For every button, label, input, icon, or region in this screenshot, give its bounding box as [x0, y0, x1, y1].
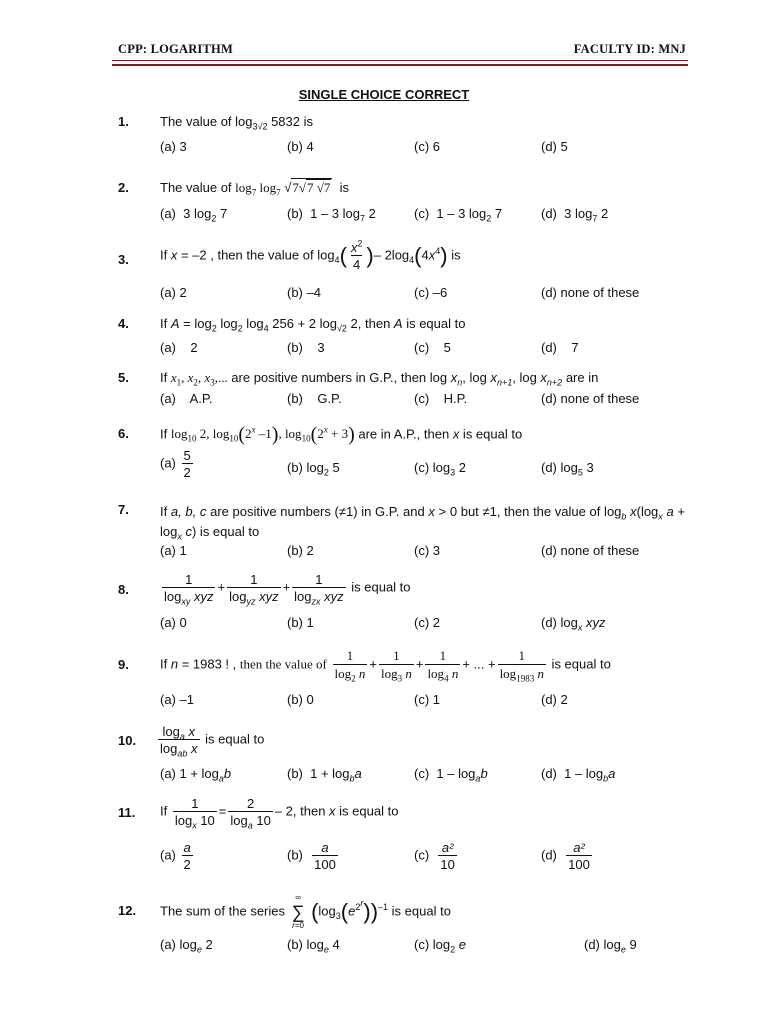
- option-b[interactable]: (b) 1: [287, 615, 314, 630]
- option-b[interactable]: (b) 3: [287, 340, 325, 355]
- option-d[interactable]: (d) none of these: [541, 391, 640, 406]
- option-c[interactable]: (c) 5: [414, 340, 451, 355]
- option-d[interactable]: (d) 7: [541, 340, 579, 355]
- question-number: 6.: [118, 426, 129, 441]
- question-number: 4.: [118, 316, 129, 331]
- question-number: 7.: [118, 502, 129, 517]
- option-a[interactable]: (a) A.P.: [160, 391, 213, 406]
- option-d[interactable]: (d) $\log_5 3$: [541, 460, 594, 478]
- option-b[interactable]: (b) 2: [287, 543, 314, 558]
- question-number: 9.: [118, 657, 129, 672]
- header-rule-thick: [112, 64, 688, 66]
- option-c[interactable]: (c) $\log_3 2$: [414, 460, 466, 478]
- header-rule-thin: [112, 60, 688, 61]
- question-stem: If $x_1$, $x_2$, $x_3$,... are positive numbers in G.P., then $\log x_n$, $\log x_{n+1}$, $\log x_{n+2}$ are in: [160, 370, 599, 388]
- option-d[interactable]: (d) 2: [541, 692, 568, 707]
- option-a[interactable]: (a) $1 + \log_ab$: [160, 766, 232, 784]
- option-a[interactable]: (a) 1: [160, 543, 187, 558]
- option-c[interactable]: (c) 6: [414, 139, 440, 154]
- option-b[interactable]: (b) $\log_2 5$: [287, 460, 340, 478]
- option-a[interactable]: (a) $\log_e 2$: [160, 937, 213, 955]
- option-c[interactable]: (c) 3: [414, 543, 440, 558]
- question-stem: $\frac{\log_a x}{\log_{ab} x}$ is equal to: [160, 724, 265, 759]
- option-a[interactable]: (a) 2: [160, 285, 187, 300]
- option-d[interactable]: (d) $\frac{\text{a²}}{100}$: [541, 840, 590, 872]
- option-b[interactable]: (b) $1 + \log_ba$: [287, 766, 362, 784]
- option-c[interactable]: (c) $\frac{\text{a²}}{10}$: [414, 840, 455, 872]
- question-stem: If $A = \log_2 \log_2 \log_4 256 + 2$ $\log_{√2} 2$, then A is equal to: [160, 316, 466, 334]
- option-a[interactable]: (a) 3 $\log_2 7$: [160, 206, 228, 224]
- question-stem: If $\frac{1}{\log_x 10}$ = $\frac{2}{\log_a 10}$ – 2, then x is equal to: [160, 796, 399, 831]
- option-a[interactable]: (a) 0: [160, 615, 187, 630]
- option-c[interactable]: (c) $1 - \log_ab$: [414, 766, 488, 784]
- question-stem: The value of $\log_7 \log_7 √7√7$ √7 is: [160, 180, 350, 198]
- option-c[interactable]: (c) –6: [414, 285, 448, 300]
- option-c[interactable]: (c) $\log_2 e$: [414, 937, 466, 955]
- option-b[interactable]: (b) –4: [287, 285, 321, 300]
- question-number: 10.: [118, 733, 137, 748]
- question-stem: $\frac{1}{\log_{xy} xyz}$ + $\frac{1}{\log_{yz} xyz}$ + $\frac{1}{\log_{zx} xyz}$ is equal to: [164, 572, 411, 607]
- question-stem: If $\log_{10} 2$, $\log_{10}(2^x$ –1), $\log_{10}(2^x + 3)$ are in A.P., then x is equal to: [160, 424, 523, 446]
- option-a[interactable]: (a) 2: [160, 340, 198, 355]
- option-d[interactable]: (d) 5: [541, 139, 568, 154]
- option-c[interactable]: (c) 1: [414, 692, 440, 707]
- option-b[interactable]: (b) $\log_e 4$: [287, 937, 340, 955]
- question-stem: The sum of the series ∞ ∑ r=0 $(\log_3(e^{2^r}))^{-1}$ is equal to: [160, 893, 451, 930]
- header-title: CPP: LOGARITHM: [118, 42, 233, 56]
- question-number: 12.: [118, 903, 137, 918]
- option-a[interactable]: (a) $\frac{a}{2}$: [160, 840, 191, 872]
- question-number: 1.: [118, 114, 129, 129]
- option-b[interactable]: (b) 0: [287, 692, 314, 707]
- option-d[interactable]: (d) 3 $\log_7 2$: [541, 206, 609, 224]
- option-d[interactable]: (d) $\log_e 9$: [584, 937, 637, 955]
- option-c[interactable]: (c) 2: [414, 615, 440, 630]
- question-number: 3.: [118, 252, 129, 267]
- question-number: 2.: [118, 180, 129, 195]
- option-b[interactable]: (b) G.P.: [287, 391, 342, 406]
- option-c[interactable]: (c) H.P.: [414, 391, 468, 406]
- question-stem: If x = –2 , then the value of $\log_4$( $\frac{x^2}{4}$ )– $2\log_4(4x^4)$ is: [160, 238, 461, 272]
- option-a[interactable]: (a) 3: [160, 139, 187, 154]
- section-title: SINGLE CHOICE CORRECT: [298, 87, 470, 102]
- sigma-symbol: ∞ ∑ r=0: [291, 893, 305, 930]
- question-stem: If n = 1983 ! , then the value of $\frac{1}{\log_2 n}$ + $\frac{1}{\log_3 n}$ + $\frac{1}{\log_4 n}$ + ... + $\frac{1}{\log_{1983} n}$ is equal to: [160, 648, 611, 684]
- option-a[interactable]: (a) –1: [160, 692, 194, 707]
- faculty-id: FACULTY ID: MNJ: [573, 42, 686, 56]
- question-number: 5.: [118, 370, 129, 385]
- option-d[interactable]: (d) none of these: [541, 543, 640, 558]
- question-stem: The value of $\log_{3√2} 5832$ is: [160, 114, 314, 132]
- question-number: 11.: [118, 805, 136, 820]
- option-d[interactable]: (d) $1 - \log_ba$: [541, 766, 616, 784]
- option-a[interactable]: (a) $\frac{5}{2}$: [160, 448, 191, 480]
- option-b[interactable]: (b) $\frac{a}{100}$: [287, 840, 336, 872]
- option-b[interactable]: (b) 4: [287, 139, 314, 154]
- option-c[interactable]: (c) 1 – 3 $\log_2 7$: [414, 206, 503, 224]
- question-stem: If a, b, c are positive numbers (≠1) in G.P. and x > 0 but ≠1, then the value of $\log_b x(\log_x$ $a + \log_x c$) is equal to: [160, 504, 685, 542]
- question-number: 8.: [118, 582, 129, 597]
- option-b[interactable]: (b) 1 – 3 $\log_7 2$: [287, 206, 376, 224]
- option-d[interactable]: (d) $\log_x$ xyz: [541, 615, 606, 633]
- option-d[interactable]: (d) none of these: [541, 285, 640, 300]
